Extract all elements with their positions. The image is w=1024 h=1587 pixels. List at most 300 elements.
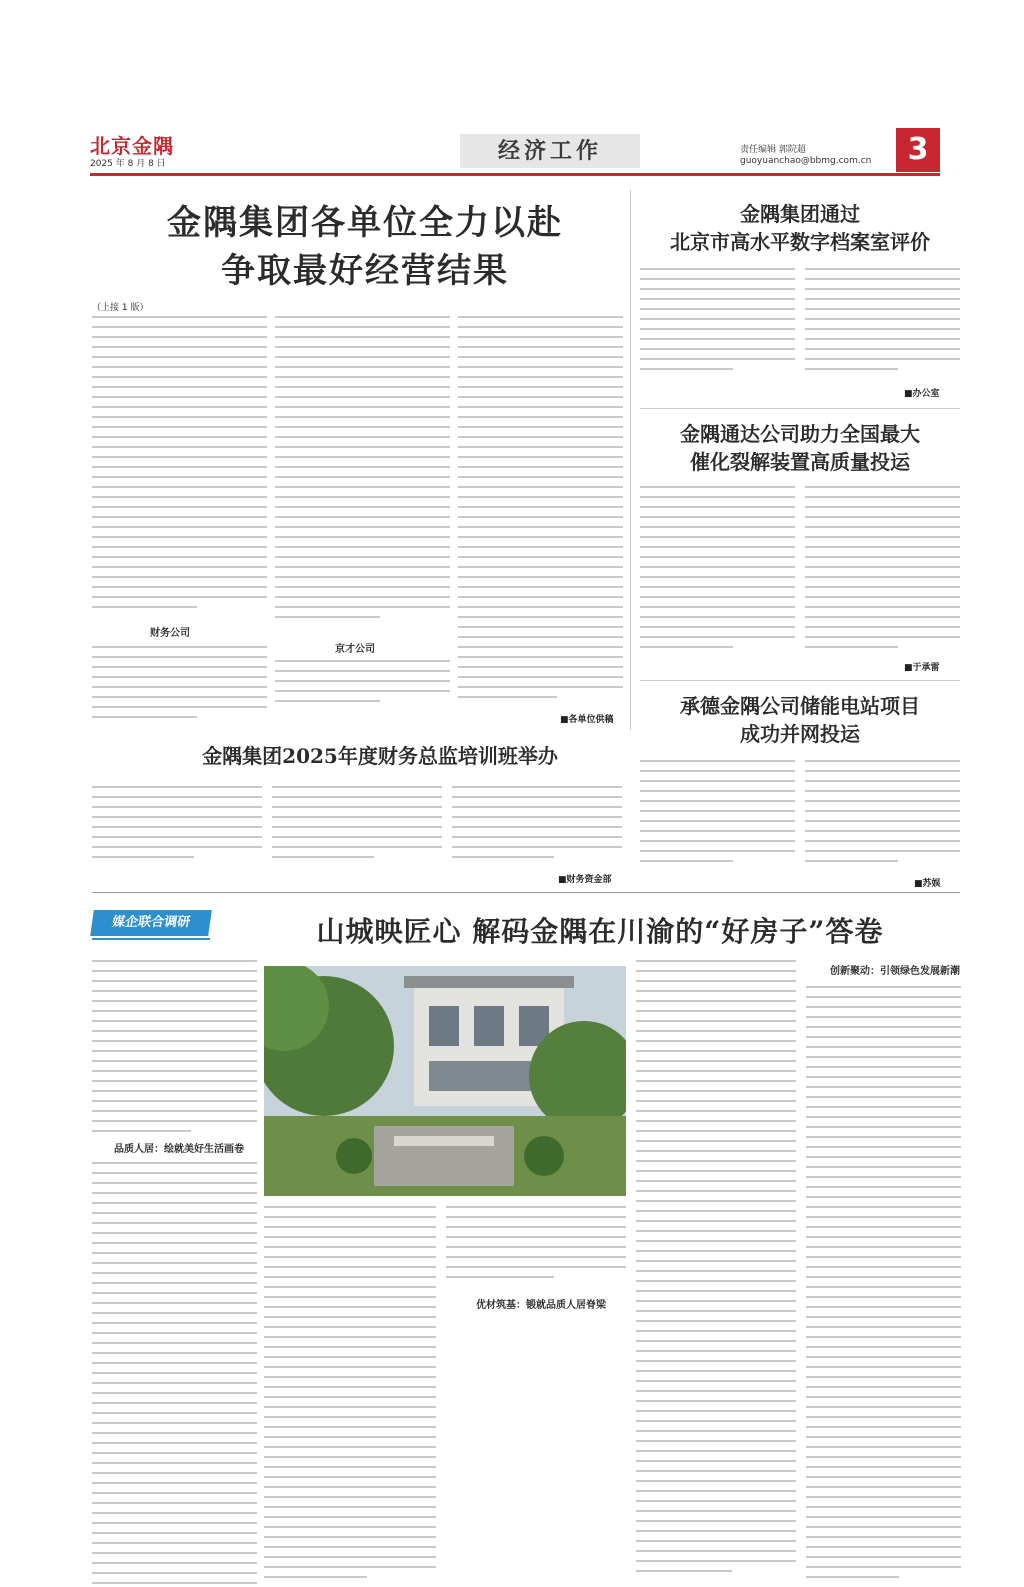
text-line (636, 1540, 796, 1542)
text-line (806, 1306, 961, 1308)
text-line (264, 1306, 436, 1308)
text-line (275, 576, 450, 578)
text-line (640, 606, 795, 608)
text-line (264, 1436, 436, 1438)
text-line (92, 1412, 257, 1414)
text-line (92, 1482, 257, 1484)
text-line (806, 1286, 961, 1288)
text-line (805, 566, 960, 568)
text-line (92, 990, 257, 992)
text-line (806, 1386, 961, 1388)
text-line (806, 1436, 961, 1438)
catalyst-text-column-1 (640, 486, 795, 656)
text-line (458, 666, 623, 668)
catalyst-text-column-2 (805, 486, 960, 656)
text-line (275, 566, 450, 568)
text-line (458, 696, 557, 698)
text-line (805, 626, 960, 628)
text-line (458, 316, 623, 318)
text-line (640, 790, 795, 792)
text-line (806, 1096, 961, 1098)
text-line (92, 796, 262, 798)
text-line (92, 1542, 257, 1544)
text-line (92, 556, 267, 558)
text-line (92, 1222, 257, 1224)
text-line (640, 616, 795, 618)
text-line (275, 336, 450, 338)
text-line (92, 826, 262, 828)
text-line (458, 536, 623, 538)
text-line (272, 786, 442, 788)
text-line (92, 516, 267, 518)
text-line (272, 836, 442, 838)
text-line (636, 1460, 796, 1462)
text-line (806, 1346, 961, 1348)
newspaper-logo: 北京金隅 (90, 134, 174, 158)
text-line (640, 830, 795, 832)
text-line (806, 1036, 961, 1038)
text-line (640, 820, 795, 822)
text-line (92, 1010, 257, 1012)
text-line (275, 700, 380, 702)
text-line (92, 316, 267, 318)
text-line (275, 516, 450, 518)
text-line (805, 308, 960, 310)
text-line (264, 1286, 436, 1288)
text-line (636, 1140, 796, 1142)
text-line (458, 596, 623, 598)
text-line (458, 476, 623, 478)
text-line (264, 1326, 436, 1328)
text-line (806, 1366, 961, 1368)
text-line (805, 860, 898, 862)
text-line (458, 486, 623, 488)
text-line (458, 466, 623, 468)
text-line (636, 1270, 796, 1272)
text-line (264, 1476, 436, 1478)
text-line (272, 796, 442, 798)
text-line (264, 1356, 436, 1358)
text-line (458, 396, 623, 398)
text-line (458, 366, 623, 368)
text-line (806, 1076, 961, 1078)
text-line (458, 626, 623, 628)
text-line (636, 1360, 796, 1362)
text-line (264, 1506, 436, 1508)
text-line (458, 406, 623, 408)
text-line (92, 676, 267, 678)
text-line (640, 760, 795, 762)
text-line (275, 386, 450, 388)
text-line (264, 1386, 436, 1388)
text-line (264, 1556, 436, 1558)
text-line (92, 596, 267, 598)
text-line (636, 1560, 796, 1562)
text-line (275, 366, 450, 368)
text-line (640, 278, 795, 280)
text-line (636, 1330, 796, 1332)
text-line (636, 970, 796, 972)
text-line (458, 686, 623, 688)
text-line (272, 806, 442, 808)
text-line (275, 396, 450, 398)
text-line (92, 1020, 257, 1022)
text-line (458, 606, 623, 608)
text-line (805, 338, 960, 340)
text-line (458, 566, 623, 568)
text-line (636, 1130, 796, 1132)
text-line (636, 1380, 796, 1382)
text-line (92, 426, 267, 428)
text-line (458, 456, 623, 458)
text-line (275, 466, 450, 468)
text-line (806, 1146, 961, 1148)
feature-text-column-1a (92, 960, 257, 1140)
text-line (636, 1240, 796, 1242)
text-line (806, 1576, 899, 1578)
text-line (805, 288, 960, 290)
text-line (636, 1220, 796, 1222)
garden-villa-illustration (264, 966, 626, 1196)
storage-headline-line2: 成功并网投运 (740, 722, 860, 746)
text-line (636, 1550, 796, 1552)
text-line (805, 646, 898, 648)
text-line (458, 386, 623, 388)
text-line (458, 636, 623, 638)
text-line (458, 676, 623, 678)
text-line (636, 990, 796, 992)
text-line (452, 826, 622, 828)
text-line (264, 1496, 436, 1498)
archive-headline-line2: 北京市高水平数字档案室评价 (670, 230, 930, 254)
text-line (806, 1156, 961, 1158)
media-badge (92, 902, 212, 942)
text-line (805, 278, 960, 280)
text-line (458, 516, 623, 518)
text-line (806, 1236, 961, 1238)
text-line (264, 1426, 436, 1428)
section-divider (640, 680, 960, 681)
text-line (640, 770, 795, 772)
main-sign-off: ■各单位供稿 (560, 715, 614, 725)
text-line (805, 780, 960, 782)
text-line (92, 816, 262, 818)
archive-sign-off: ■办公室 (904, 389, 940, 399)
text-line (92, 1252, 257, 1254)
text-line (806, 1276, 961, 1278)
text-line (636, 1100, 796, 1102)
text-line (92, 326, 267, 328)
training-sign-off: ■财务资金部 (558, 875, 612, 885)
text-line (805, 298, 960, 300)
text-line (458, 336, 623, 338)
page-number: 3 (896, 128, 940, 172)
text-line (640, 850, 795, 852)
text-line (806, 1196, 961, 1198)
text-line (92, 1492, 257, 1494)
text-line (275, 356, 450, 358)
text-line (275, 406, 450, 408)
text-line (92, 1572, 257, 1574)
text-line (636, 1530, 796, 1532)
text-line (636, 1000, 796, 1002)
text-line (272, 826, 442, 828)
text-line (92, 1100, 257, 1102)
continued-note: （上接 1 版） (92, 303, 149, 313)
text-line (806, 1536, 961, 1538)
text-line (92, 486, 267, 488)
text-line (92, 706, 267, 708)
text-line (92, 666, 267, 668)
text-line (806, 1566, 961, 1568)
text-line (92, 396, 267, 398)
text-line (275, 660, 450, 662)
text-line (636, 1050, 796, 1052)
text-line (806, 1296, 961, 1298)
text-line (805, 268, 960, 270)
text-line (264, 1456, 436, 1458)
text-line (636, 1170, 796, 1172)
text-line (92, 1362, 257, 1364)
text-line (636, 1340, 796, 1342)
text-line (92, 526, 267, 528)
text-line (806, 1046, 961, 1048)
text-line (805, 616, 960, 618)
text-line (275, 680, 450, 682)
text-line (275, 486, 450, 488)
text-line (92, 1312, 257, 1314)
text-line (636, 1370, 796, 1372)
text-line (636, 1090, 796, 1092)
text-line (640, 486, 795, 488)
text-line (806, 1226, 961, 1228)
text-line (275, 670, 450, 672)
text-line (805, 348, 960, 350)
text-line (92, 656, 267, 658)
text-line (806, 1486, 961, 1488)
text-line (275, 690, 450, 692)
issue-date: 2025 年 8 月 8 日 (90, 159, 166, 169)
text-line (92, 960, 257, 962)
text-line (92, 1552, 257, 1554)
text-line (636, 1440, 796, 1442)
text-line (458, 526, 623, 528)
text-line (92, 1162, 257, 1164)
text-line (640, 810, 795, 812)
text-line (640, 586, 795, 588)
text-line (806, 1266, 961, 1268)
text-line (640, 536, 795, 538)
text-line (92, 1050, 257, 1052)
text-line (636, 980, 796, 982)
text-line (92, 476, 267, 478)
text-line (275, 436, 450, 438)
text-line (806, 1506, 961, 1508)
text-line (275, 556, 450, 558)
text-line (272, 816, 442, 818)
feature-text-column-4 (636, 960, 796, 1580)
text-line (640, 780, 795, 782)
text-line (640, 328, 795, 330)
text-line (92, 1422, 257, 1424)
main-text-column-1b (92, 646, 267, 726)
text-line (805, 556, 960, 558)
main-text-column-1 (92, 316, 267, 616)
text-line (640, 646, 733, 648)
text-line (275, 346, 450, 348)
text-line (458, 556, 623, 558)
text-line (92, 576, 267, 578)
text-line (805, 790, 960, 792)
section-divider (640, 408, 960, 409)
text-line (92, 1030, 257, 1032)
text-line (446, 1236, 626, 1238)
text-line (92, 970, 257, 972)
text-line (806, 1056, 961, 1058)
text-line (452, 806, 622, 808)
text-line (92, 366, 267, 368)
text-line (805, 576, 960, 578)
text-line (92, 1402, 257, 1404)
text-line (805, 536, 960, 538)
archive-text-column-2 (805, 268, 960, 378)
text-line (446, 1256, 626, 1258)
text-line (636, 1260, 796, 1262)
media-badge-label: 媒企联合调研 (90, 910, 212, 936)
text-line (806, 1026, 961, 1028)
text-line (806, 1086, 961, 1088)
text-line (805, 770, 960, 772)
training-text-column-1 (92, 786, 262, 866)
subhead-finance-company: 财务公司 (150, 628, 190, 639)
text-line (640, 516, 795, 518)
text-line (275, 526, 450, 528)
text-line (458, 346, 623, 348)
text-line (805, 596, 960, 598)
text-line (806, 1246, 961, 1248)
text-line (806, 1166, 961, 1168)
text-line (636, 1310, 796, 1312)
text-line (636, 1190, 796, 1192)
text-line (264, 1346, 436, 1348)
text-line (92, 846, 262, 848)
text-line (640, 506, 795, 508)
text-line (806, 1316, 961, 1318)
text-line (452, 786, 622, 788)
text-line (92, 1090, 257, 1092)
storage-text-column-1 (640, 760, 795, 870)
text-line (806, 1496, 961, 1498)
text-line (92, 416, 267, 418)
text-line (806, 996, 961, 998)
text-line (458, 416, 623, 418)
text-line (92, 1322, 257, 1324)
text-line (458, 446, 623, 448)
text-line (92, 1080, 257, 1082)
text-line (806, 986, 961, 988)
text-line (272, 846, 442, 848)
text-line (446, 1226, 626, 1228)
text-line (264, 1376, 436, 1378)
text-line (92, 1232, 257, 1234)
text-line (636, 1490, 796, 1492)
text-line (806, 1426, 961, 1428)
text-line (636, 1420, 796, 1422)
text-line (264, 1486, 436, 1488)
text-line (92, 1532, 257, 1534)
text-line (640, 318, 795, 320)
text-line (458, 576, 623, 578)
text-line (92, 1502, 257, 1504)
text-line (275, 426, 450, 428)
text-line (92, 1462, 257, 1464)
text-line (452, 836, 622, 838)
text-line (275, 376, 450, 378)
text-line (636, 1110, 796, 1112)
text-line (805, 810, 960, 812)
text-line (92, 1172, 257, 1174)
text-line (264, 1206, 436, 1208)
text-line (92, 466, 267, 468)
text-line (805, 636, 960, 638)
text-line (805, 546, 960, 548)
text-line (92, 336, 267, 338)
catalyst-headline-line2: 催化裂解装置高质量投运 (690, 450, 910, 474)
text-line (92, 1000, 257, 1002)
feature-subhead-innovation: 创新聚动：引领绿色发展新潮 (830, 966, 960, 977)
text-line (92, 1562, 257, 1564)
main-text-column-3 (458, 316, 623, 706)
text-line (92, 1262, 257, 1264)
text-line (264, 1526, 436, 1528)
text-line (92, 346, 267, 348)
text-line (636, 1280, 796, 1282)
text-line (636, 1480, 796, 1482)
text-line (636, 1430, 796, 1432)
text-line (636, 1470, 796, 1472)
text-line (446, 1276, 554, 1278)
text-line (806, 1516, 961, 1518)
text-line (805, 368, 898, 370)
text-line (806, 1216, 961, 1218)
text-line (92, 1282, 257, 1284)
text-line (92, 1452, 257, 1454)
text-line (92, 1182, 257, 1184)
text-line (806, 1016, 961, 1018)
text-line (264, 1256, 436, 1258)
text-line (806, 1446, 961, 1448)
text-line (92, 586, 267, 588)
text-line (806, 1546, 961, 1548)
text-line (92, 1110, 257, 1112)
text-line (806, 1336, 961, 1338)
text-line (92, 1120, 257, 1122)
text-line (636, 1150, 796, 1152)
text-line (264, 1236, 436, 1238)
text-line (806, 1406, 961, 1408)
text-line (636, 1390, 796, 1392)
text-line (264, 1246, 436, 1248)
catalyst-headline-line1: 金隅通达公司助力全国最大 (680, 422, 920, 446)
editor-credit: 责任编辑 郭院超 (740, 145, 806, 155)
text-line (264, 1266, 436, 1268)
text-line (806, 1256, 961, 1258)
text-line (446, 1206, 626, 1208)
badge-underline (92, 938, 210, 940)
text-line (806, 1006, 961, 1008)
text-line (636, 1120, 796, 1122)
text-line (264, 1516, 436, 1518)
